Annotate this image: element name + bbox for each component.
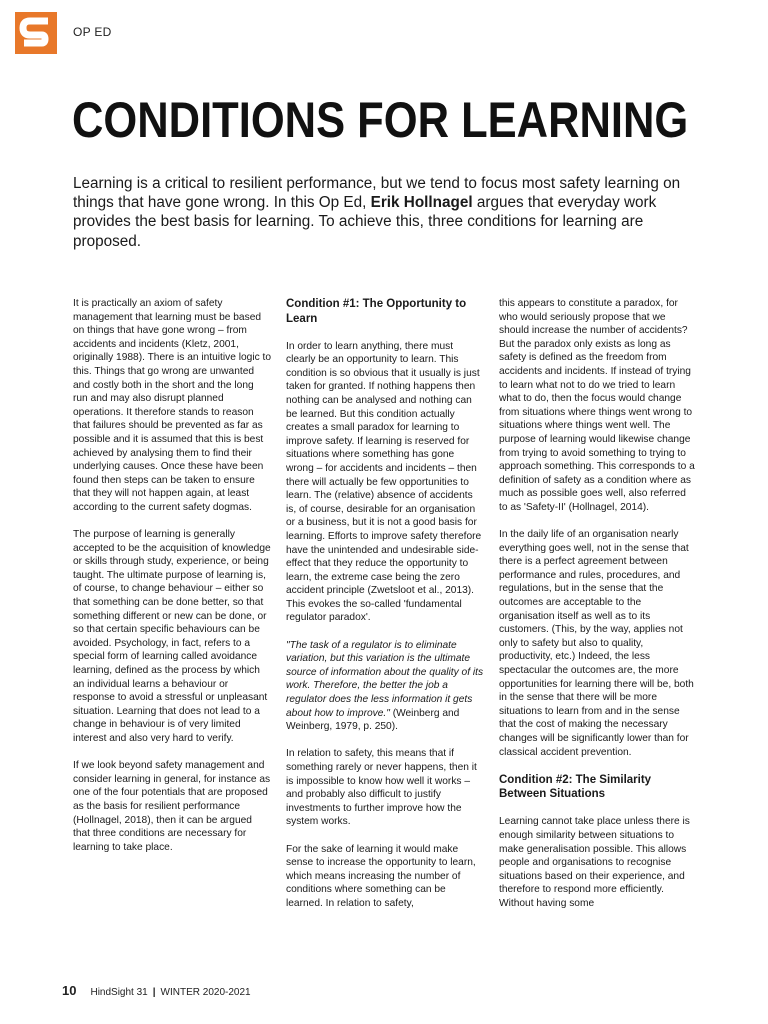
paragraph: Learning cannot take place unless there is enough similarity between situations to make generalisation possible. This allows people and organisations to recognise situations based on their experience, and therefore to respond more efficiently. Without having some: [499, 816, 690, 909]
paragraph: In relation to safety, this means that if something rarely or never happens, then it is impossible to know how well it works – and probably also difficult to justify investments to further improve how the system works.: [286, 748, 477, 828]
paragraph: In order to learn anything, there must clearly be an opportunity to learn. This condition is so obvious that it usually is just taken for granted. If nothing happens then nothing can be analysed and nothing can be learned. But this condition actually creates a small paradox for learning to improve safety. If learning is reserved for situations where something has gone wrong – for accidents and incidents – then there will actually be few opportunities to learn. The (relative) absence of accidents is, of course, desirable for an organisation or a business, but it is not a good basis for learning. Efforts to improve safety therefore have the unintended and undesirable side-effect that they reduce the opportunity to learn, the extreme case being the zero accident principle (Zwetsloot et al., 2013). This evokes the so-called 'fundamental regulator paradox'.: [286, 340, 482, 624]
pull-quote: [286, 639, 484, 734]
author-name: Erik Hollnagel: [370, 194, 473, 212]
publication-name: HindSight 31: [90, 987, 148, 998]
paragraph: If we look beyond safety management and consider learning in general, for instance as one of the four potentials that are proposed as the basis for resilient performance (Hollnagel, 2018), then it can be argued that three conditions are necessary for learning to take place.: [73, 760, 271, 853]
column-1: [73, 297, 271, 868]
section-heading: Condition #2: The Similarity Between Situations: [499, 773, 652, 801]
column-3: [499, 297, 697, 924]
standfirst: [73, 174, 689, 251]
standfirst-text-before: Learning is a critical to resilient performance, but we tend to focus most safety learning on things that have gone wrong. In this Op Ed,: [73, 175, 681, 212]
section-heading: Condition #1: The Opportunity to Learn: [286, 298, 467, 325]
paragraph: this appears to constitute a paradox, for who would seriously propose that we should increase the number of accidents? But the paradox only exists as long as safety is defined as the freedom from accidents and incidents. If instead of trying to learn what not to do we tried to learn what to do, then the focus would change from situations where things went wrong to situations where things went well. The purpose of learning would likewise change from trying to avoid something to trying to approach something. This corresponds to a definition of safety as a condition where as much as possible goes well, also referred to as 'Safety-II' (Hollnagel, 2014).: [499, 298, 695, 513]
paragraph: The purpose of learning is generally accepted to be the acquisition of knowledge or skills through study, experience, or being taught. The ultimate purpose of learning is, of course, to change behaviour – either so that something can be done better, so that something different or new can be done, or so that certain specific behaviours can be avoided. Psychology, in fact, refers to a special form of learning called avoidance learning, defined as the process by which an individual learns a behaviour or response to avoid a stressful or unpleasant situation. Learning that does not lead to a change in behaviour is of very limited interest and also very hard to verify.: [73, 529, 271, 744]
page-footer: [62, 983, 251, 998]
quote-text: "The task of a regulator is to eliminate variation, but this variation is the ultimate source of information about the quality of its work. Therefore, the better the job a regulator does the less information it gets about how to improve.": [286, 639, 484, 719]
column-2: [286, 297, 484, 924]
standfirst-text-after: argues that everyday work provides the best basis for learning. To achieve this, three conditions for learning are proposed.: [73, 194, 657, 250]
paragraph: In the daily life of an organisation nearly everything goes well, not in the sense that there is a perfect agreement between performance and rules, procedures, and regulations, but in the sense that the outcomes are acceptable to the organisation itself as well as to its customers. (This, by the way, applies not only to safety but also to quality, productivity, etc.) Indeed, the less spectacular the outcomes are, the more opportunities for learning there will be, both in the sense that there will be more situations to learn from and in the sense that the cost of making the necessary changes will be significantly lower than for classical accident prevention.: [499, 529, 694, 758]
section-tag: OP ED: [73, 25, 112, 39]
hindsight-logo: [15, 12, 57, 54]
footer-separator: |: [152, 987, 156, 998]
quote-citation: (Weinberg and Weinberg, 1979, p. 250).: [286, 707, 460, 733]
edition-name: WINTER 2020-2021: [160, 987, 251, 998]
paragraph: It is practically an axiom of safety management that learning must be based on things that have gone wrong – from accidents and incidents (Kletz, 2001, originally 1988). There is an intuitive logic to this. Things that go wrong are unwanted and costly both in the short and the long run and may also disrupt planned operations. It therefore stands to reason that failures should be prevented as far as possible and it is assumed that this is best achieved by analysing them to find their underlying causes. Once these have been found then steps can be taken to ensure that they will not happen again, at least according to the current safety dogmas.: [73, 298, 272, 513]
paragraph: For the sake of learning it would make sense to increase the opportunity to learn, which means increasing the number of conditions where something can be learned. In relation to safety,: [286, 843, 476, 909]
page-number: 10: [62, 983, 77, 998]
article-title: CONDITIONS FOR LEARNING: [72, 92, 689, 148]
